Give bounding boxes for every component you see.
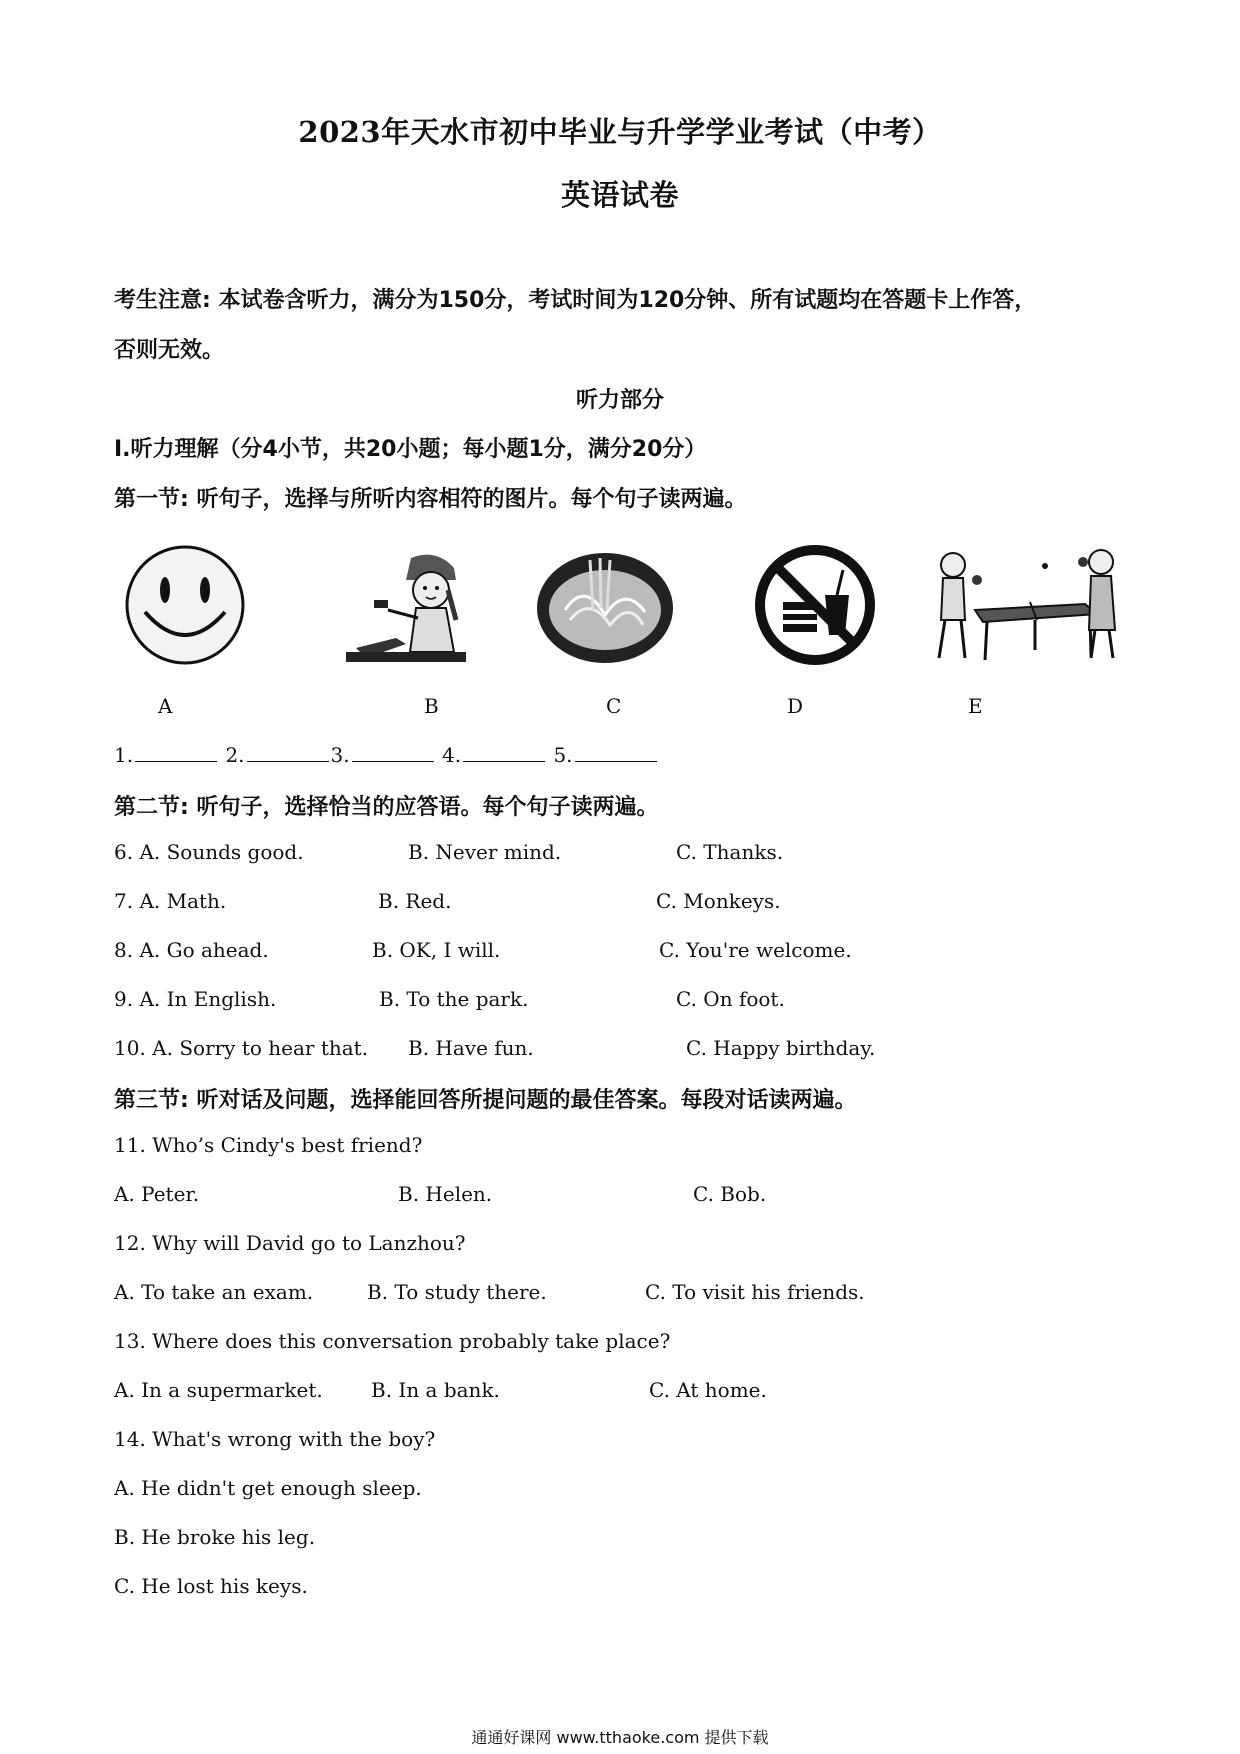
answer-blank-4[interactable] — [463, 745, 545, 762]
exam-subtitle: 英语试卷 — [560, 178, 679, 212]
q13-option-a: A. In a supermarket. — [114, 1378, 323, 1402]
q6-option-c: C. Thanks. — [676, 840, 784, 864]
noodles-bowl-icon — [535, 540, 675, 670]
q9-option-b: B. To the park. — [379, 987, 529, 1011]
q7-option-b: B. Red. — [378, 889, 452, 913]
blank-label-4: 4. — [442, 743, 462, 767]
picture-label-c: C — [606, 694, 622, 718]
q10-option-b: B. Have fun. — [408, 1036, 534, 1060]
picture-label-a: A — [158, 694, 173, 718]
girl-cooking-icon — [336, 540, 476, 670]
picture-label-d: D — [787, 694, 804, 718]
q14-question: 14. What's wrong with the boy? — [114, 1427, 436, 1451]
table-tennis-icon — [925, 540, 1125, 670]
q9-option-c: C. On foot. — [676, 987, 785, 1011]
answer-blank-5[interactable] — [575, 745, 657, 762]
q11-option-c: C. Bob. — [693, 1182, 767, 1206]
notice-line-1: 考生注意: 本试卷含听力，满分为150分，考试时间为120分钟、所有试题均在答题卡上作答， — [114, 288, 1037, 313]
q6-option-b: B. Never mind. — [408, 840, 562, 864]
q13-question: 13. Where does this conversation probably take place? — [114, 1329, 671, 1353]
q8-option-c: C. You're welcome. — [659, 938, 852, 962]
q14-option-c: C. He lost his keys. — [114, 1574, 308, 1598]
q14-option-a: A. He didn't get enough sleep. — [114, 1476, 422, 1500]
section2-heading: 第二节: 听句子，选择恰当的应答语。每个句子读两遍。 — [114, 795, 659, 820]
q12-option-a: A. To take an exam. — [114, 1280, 314, 1304]
q7-option-a: 7. A. Math. — [114, 889, 227, 913]
q9-option-a: 9. A. In English. — [114, 987, 277, 1011]
q12-option-b: B. To study there. — [367, 1280, 547, 1304]
blank-label-2: 2. — [225, 743, 245, 767]
answer-blank-2[interactable] — [247, 745, 329, 762]
q12-question: 12. Why will David go to Lanzhou? — [114, 1231, 466, 1255]
q14-option-b: B. He broke his leg. — [114, 1525, 316, 1549]
section1-heading: 第一节: 听句子，选择与所听内容相符的图片。每个句子读两遍。 — [114, 487, 747, 512]
q13-option-c: C. At home. — [649, 1378, 767, 1402]
exam-title: 2023年天水市初中毕业与升学学业考试（中考） — [298, 115, 942, 149]
smiley-face-icon — [115, 540, 255, 670]
notice-line-2: 否则无效。 — [114, 338, 225, 363]
part-title: 听力部分 — [575, 388, 664, 413]
q8-option-a: 8. A. Go ahead. — [114, 938, 269, 962]
q11-option-b: B. Helen. — [398, 1182, 493, 1206]
q12-option-c: C. To visit his friends. — [645, 1280, 865, 1304]
blank-label-3: 3. — [330, 743, 350, 767]
section-main-heading: Ⅰ.听力理解（分4小节，共20小题；每小题1分，满分20分） — [114, 437, 707, 462]
no-food-drink-icon — [745, 540, 885, 670]
q7-option-c: C. Monkeys. — [656, 889, 781, 913]
q8-option-b: B. OK, I will. — [372, 938, 501, 962]
answer-blank-3[interactable] — [352, 745, 434, 762]
picture-label-e: E — [968, 694, 983, 718]
q11-question: 11. Who’s Cindy's best friend? — [114, 1133, 423, 1157]
q13-option-b: B. In a bank. — [371, 1378, 500, 1402]
q10-option-c: C. Happy birthday. — [686, 1036, 876, 1060]
blank-label-1: 1. — [114, 743, 134, 767]
answer-blank-1[interactable] — [135, 745, 217, 762]
q11-option-a: A. Peter. — [114, 1182, 200, 1206]
page-footer: 通通好课网 www.tthaoke.com 提供下载 — [471, 1728, 769, 1747]
blank-label-5: 5. — [553, 743, 573, 767]
q10-option-a: 10. A. Sorry to hear that. — [114, 1036, 369, 1060]
q6-option-a: 6. A. Sounds good. — [114, 840, 304, 864]
section3-heading: 第三节: 听对话及问题，选择能回答所提问题的最佳答案。每段对话读两遍。 — [114, 1088, 857, 1113]
answer-blanks-row — [114, 743, 659, 767]
picture-label-b: B — [424, 694, 439, 718]
